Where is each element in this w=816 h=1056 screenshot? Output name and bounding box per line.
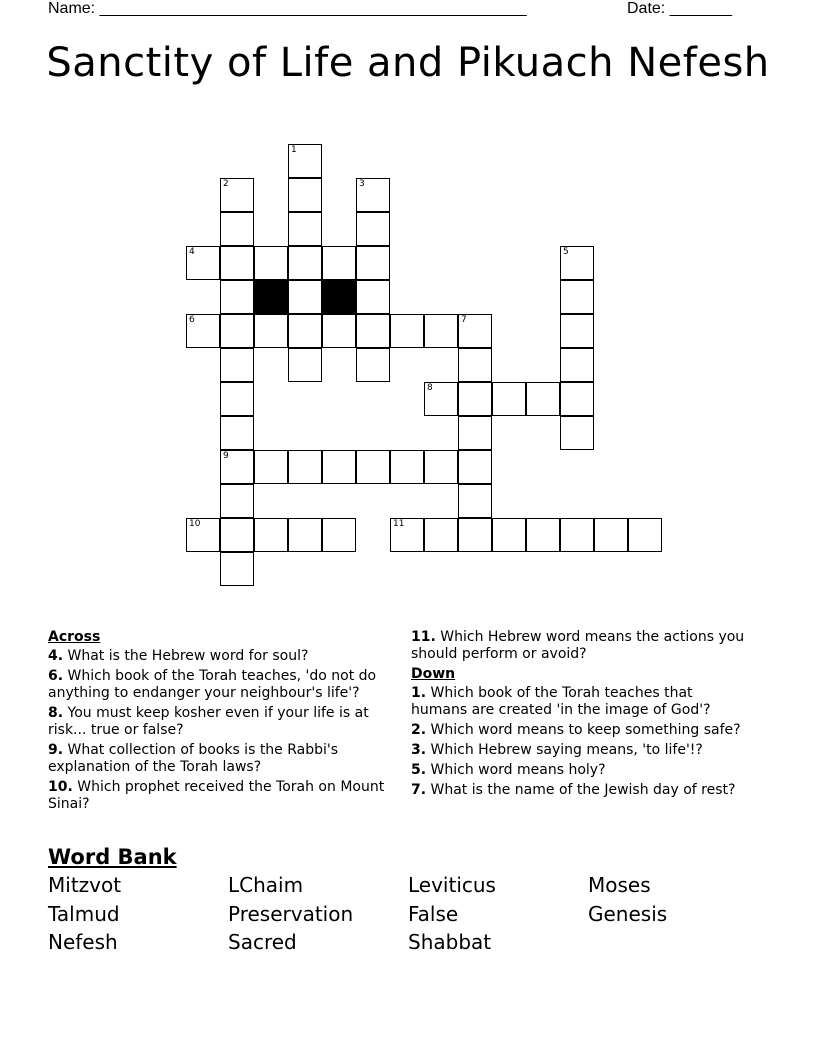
crossword-cell[interactable]: [322, 246, 356, 280]
crossword-cell[interactable]: [288, 280, 322, 314]
crossword-cell[interactable]: [220, 552, 254, 586]
word-bank-list: [48, 871, 768, 961]
crossword-cell[interactable]: [390, 314, 424, 348]
clue-number: 10.: [48, 779, 73, 795]
crossword-cell[interactable]: [492, 382, 526, 416]
clue-number: 1.: [411, 685, 427, 701]
cell-number: 3: [359, 179, 365, 189]
crossword-cell[interactable]: [356, 178, 390, 212]
across-clue-10: [48, 779, 388, 813]
crossword-cell[interactable]: [390, 450, 424, 484]
cell-number: 2: [223, 179, 229, 189]
crossword-cell[interactable]: [186, 314, 220, 348]
page-title: Sanctity of Life and Pikuach Nefesh: [46, 40, 770, 86]
clue-number: 4.: [48, 648, 64, 664]
across-clue-4: [48, 648, 388, 665]
word-bank-item: Talmud: [48, 902, 120, 926]
clue-number: 6.: [48, 668, 64, 684]
clue-number: 9.: [48, 742, 64, 758]
crossword-cell[interactable]: [356, 314, 390, 348]
clue-number: 11.: [411, 629, 436, 645]
crossword-cell[interactable]: [424, 382, 458, 416]
cell-number: 10: [189, 519, 201, 529]
crossword-cell[interactable]: [560, 246, 594, 280]
crossword-cell[interactable]: [220, 212, 254, 246]
clue-text: Which Hebrew saying means, 'to life'!?: [430, 742, 703, 758]
cell-number: 11: [393, 519, 405, 529]
down-heading: Down: [411, 666, 456, 682]
clue-text: Which word means to keep something safe?: [430, 722, 741, 738]
cell-number: 4: [189, 247, 195, 257]
down-clue-7: [411, 782, 751, 799]
crossword-cell[interactable]: [254, 518, 288, 552]
across-clue-6: [48, 668, 388, 702]
crossword-cell[interactable]: [458, 382, 492, 416]
word-bank-item: Genesis: [588, 902, 668, 926]
crossword-cell[interactable]: [220, 450, 254, 484]
word-bank-item: Sacred: [228, 930, 297, 954]
crossword-cell[interactable]: [288, 518, 322, 552]
crossword-cell[interactable]: [288, 212, 322, 246]
crossword-cell[interactable]: [254, 246, 288, 280]
crossword-cell[interactable]: [560, 280, 594, 314]
cell-number: 9: [223, 451, 229, 461]
crossword-cell[interactable]: [458, 314, 492, 348]
word-bank-item: Preservation: [228, 902, 354, 926]
crossword-cell[interactable]: [458, 450, 492, 484]
crossword-cell[interactable]: [458, 518, 492, 552]
crossword-cell[interactable]: [424, 314, 458, 348]
clue-number: 5.: [411, 762, 427, 778]
word-bank: [48, 845, 768, 961]
word-bank-title: Word Bank: [48, 845, 177, 869]
crossword-cell[interactable]: [288, 246, 322, 280]
name-field: Name: ________________________________________________: [48, 0, 527, 17]
crossword-cell[interactable]: [526, 382, 560, 416]
crossword-cell[interactable]: [220, 280, 254, 314]
clue-number: 2.: [411, 722, 427, 738]
crossword-cell[interactable]: [220, 246, 254, 280]
clue-text: What collection of books is the Rabbi's explanation of the Torah laws?: [48, 742, 339, 775]
word-bank-item: LChaim: [228, 873, 304, 897]
crossword-cell[interactable]: [560, 348, 594, 382]
cell-number: 7: [461, 315, 467, 325]
across-clue-9: [48, 742, 388, 776]
crossword-cell[interactable]: [186, 518, 220, 552]
clue-text: Which book of the Torah teaches that humans are created 'in the image of God'?: [411, 685, 711, 718]
crossword-cell[interactable]: [254, 450, 288, 484]
clue-text: What is the name of the Jewish day of rest?: [430, 782, 736, 798]
clue-text: Which word means holy?: [430, 762, 606, 778]
word-bank-item: False: [408, 902, 459, 926]
crossword-cell[interactable]: [356, 212, 390, 246]
down-clue-3: [411, 742, 751, 759]
clue-number: 8.: [48, 705, 64, 721]
crossword-cell[interactable]: [220, 348, 254, 382]
crossword-cell[interactable]: [560, 314, 594, 348]
clue-text: Which prophet received the Torah on Mount Sinai?: [48, 779, 385, 812]
crossword-cell[interactable]: [220, 382, 254, 416]
crossword-cell[interactable]: [458, 416, 492, 450]
crossword-cell[interactable]: [220, 416, 254, 450]
clues-left-column: [48, 629, 388, 816]
cell-number: 6: [189, 315, 195, 325]
clue-number: 7.: [411, 782, 427, 798]
word-bank-item: Shabbat: [408, 930, 492, 954]
crossword-cell[interactable]: [220, 314, 254, 348]
crossword-cell[interactable]: [424, 518, 458, 552]
crossword-cell[interactable]: [526, 518, 560, 552]
crossword-cell[interactable]: [356, 280, 390, 314]
word-bank-item: Mitzvot: [48, 873, 122, 897]
clues-right-column: [411, 629, 751, 802]
crossword-cell[interactable]: [288, 450, 322, 484]
crossword-cell[interactable]: [560, 518, 594, 552]
word-bank-item: Nefesh: [48, 930, 118, 954]
word-bank-item: Moses: [588, 873, 651, 897]
crossword-cell[interactable]: [288, 314, 322, 348]
crossword-cell[interactable]: [356, 348, 390, 382]
crossword-cell[interactable]: [254, 314, 288, 348]
down-clue-2: [411, 722, 751, 739]
crossword-cell[interactable]: [288, 178, 322, 212]
clue-text: You must keep kosher even if your life is at risk... true or false?: [48, 705, 369, 738]
crossword-cell[interactable]: [594, 518, 628, 552]
across-heading: Across: [48, 629, 101, 645]
crossword-cell[interactable]: [322, 314, 356, 348]
clue-text: What is the Hebrew word for soul?: [67, 648, 309, 664]
crossword-cell[interactable]: [220, 518, 254, 552]
crossword-cell[interactable]: [458, 348, 492, 382]
crossword-cell[interactable]: [356, 450, 390, 484]
crossword-cell[interactable]: [560, 382, 594, 416]
date-field: Date: _______: [627, 0, 732, 17]
crossword-block: [254, 280, 288, 314]
crossword-cell[interactable]: [458, 484, 492, 518]
crossword-cell[interactable]: [628, 518, 662, 552]
crossword-cell[interactable]: [288, 144, 322, 178]
crossword-cell[interactable]: [322, 518, 356, 552]
crossword-cell[interactable]: [356, 246, 390, 280]
crossword-cell[interactable]: [390, 518, 424, 552]
crossword-cell[interactable]: [186, 246, 220, 280]
across-clue-8: [48, 705, 388, 739]
down-clue-5: [411, 762, 751, 779]
crossword-block: [322, 280, 356, 314]
crossword-cell[interactable]: [288, 348, 322, 382]
word-bank-item: Leviticus: [408, 873, 496, 897]
cell-number: 5: [563, 247, 569, 257]
crossword-cell[interactable]: [560, 416, 594, 450]
clue-number: 3.: [411, 742, 427, 758]
cell-number: 8: [427, 383, 433, 393]
clue-text: Which book of the Torah teaches, 'do not do anything to endanger your neighbour's life'?: [48, 668, 377, 701]
crossword-cell[interactable]: [322, 450, 356, 484]
clue-text: Which Hebrew word means the actions you should perform or avoid?: [411, 629, 745, 662]
crossword-cell[interactable]: [492, 518, 526, 552]
across-clue-11: [411, 629, 751, 663]
crossword-cell[interactable]: [424, 450, 458, 484]
crossword-cell[interactable]: [220, 484, 254, 518]
cell-number: 1: [291, 145, 297, 155]
down-clue-1: [411, 685, 751, 719]
crossword-cell[interactable]: [220, 178, 254, 212]
